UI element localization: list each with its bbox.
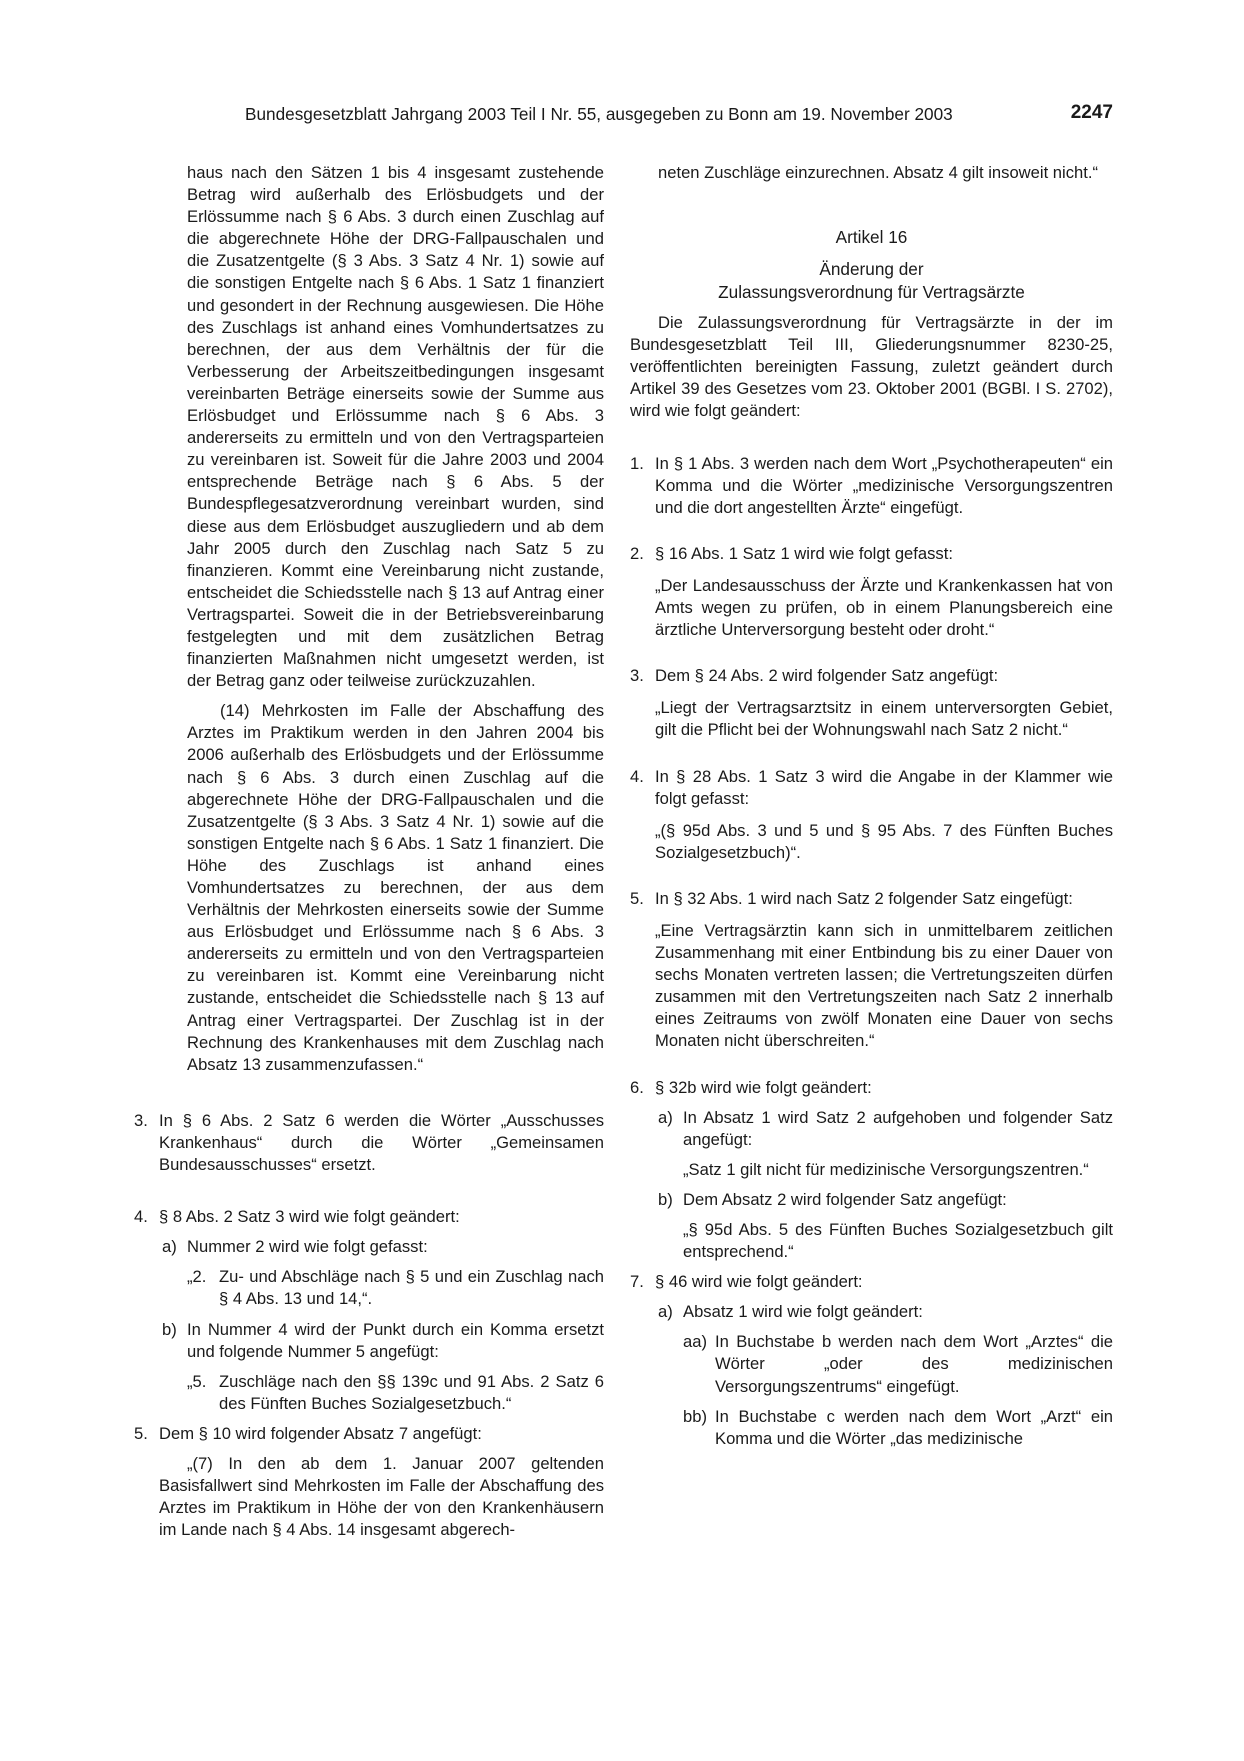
- list-item-5: [630, 888, 1113, 910]
- page-number: 2247: [1070, 102, 1113, 123]
- item-text: Dem Absatz 2 wird folgender Satz angefügt:: [683, 1189, 1007, 1209]
- item-text: In § 32 Abs. 1 wird nach Satz 2 folgender Satz eingefügt:: [655, 888, 1073, 908]
- item-letter: b): [658, 1189, 673, 1209]
- item-number: 6.: [630, 1077, 644, 1097]
- article-label: Artikel 16: [835, 227, 908, 248]
- list-item-3: [630, 665, 1113, 687]
- article-title-line-2: Zulassungsverordnung für Vertragsärzte: [718, 282, 1025, 303]
- quote-text: „Satz 1 gilt nicht für medizinische Versorgungszentren.“: [683, 1159, 1089, 1179]
- item-number: 5.: [134, 1423, 148, 1443]
- item-text: § 46 wird wie folgt geändert:: [655, 1272, 863, 1292]
- item-text: § 32b wird wie folgt geändert:: [655, 1077, 872, 1097]
- item-text: In § 28 Abs. 1 Satz 3 wird die Angabe in der Klammer wie folgt gefasst:: [655, 766, 1113, 808]
- item-number: 3.: [134, 1110, 148, 1130]
- item-text: In § 1 Abs. 3 werden nach dem Wort „Psychotherapeuten“ ein Komma und die Wörter „medizinische Versorgungszentren und die dort angestellten Ärzte“ eingefügt.: [655, 453, 1113, 517]
- list-item-6b: [630, 1189, 1113, 1211]
- list-item-7: [630, 1271, 1113, 1293]
- paragraph-14: (14) Mehrkosten im Falle der Abschaffung des Arztes im Praktikum werden in den Jahren 2004 bis 2006 außerhalb des Erlösbudgets und der Erlössumme nach § 6 Abs. 3 durch einen Zuschlag auf die abgerechnete Höhe der DRG-Fallpauschalen und die Zusatzentgelte (§ 3 Abs. 3 Satz 4 Nr. 1) sowie auf die sonstigen Entgelte nach § 6 Abs. 1 Satz 1 finanziert. Die Höhe des Zuschlags ist anhand eines Vomhundertsatzes zu berechnen, der aus dem Verhältnis der Mehrkosten einerseits sowie der Summe aus Erlösbudget und Erlössumme nach § 6 Abs. 3 andererseits zu ermitteln und von den Vertragsparteien zu vereinbaren ist. Kommt eine Vereinbarung nicht zustande, entscheidet die Schiedsstelle nach § 13 auf Antrag einer Vertragspartei. Der Zuschlag ist in der Rechnung des Krankenhauses mit dem Zuschlag nach Absatz 13 zusammenzufassen.“: [187, 701, 604, 1074]
- right-column: [630, 162, 1113, 1450]
- article-title-line-1: Änderung der: [819, 259, 924, 280]
- item-text: § 16 Abs. 1 Satz 1 wird wie folgt gefasst:: [655, 543, 953, 563]
- item-text: In Absatz 1 wird Satz 2 aufgehoben und folgender Satz angefügt:: [683, 1107, 1113, 1149]
- quote-text: „§ 95d Abs. 5 des Fünften Buches Sozialgesetzbuch gilt entsprechend.“: [683, 1220, 1113, 1262]
- article-intro: Die Zulassungsverordnung für Vertragsärzte in der im Bundesgesetzblatt Teil III, Gliederungsnummer 8230-25, veröffentlichten bereinigten Fassung, zuletzt geändert durch Artikel 39 des Gesetzes vom 23. Oktober 2001 (BGBl. I S. 2702), wird wie folgt geändert:: [630, 313, 1113, 421]
- list-item-4: [134, 1206, 604, 1228]
- list-item-5: [134, 1423, 604, 1445]
- item-letter: bb): [683, 1406, 707, 1426]
- quote-text: „Eine Vertragsärztin kann sich in unmittelbarem zeitlichen Zusammenhang mit einer Entbindung bis zu einer Dauer von sechs Monaten vertreten lassen; die Vertretungszeiten dürfen zusammen mit den Vertretungszeiten nach Satz 2 innerhalb eines Zeitraums von zwölf Monaten eine Dauer von sechs Monaten nicht überschreiten.“: [655, 920, 1113, 1051]
- item-text: In Nummer 4 wird der Punkt durch ein Komma ersetzt und folgende Nummer 5 angefügt:: [187, 1319, 604, 1361]
- item-letter: a): [658, 1302, 673, 1322]
- quote-text: „(§ 95d Abs. 3 und 5 und § 95 Abs. 7 des Fünften Buches Sozialgesetzbuch)“.: [655, 820, 1113, 862]
- item-text: In § 6 Abs. 2 Satz 6 werden die Wörter „Ausschusses Krankenhaus“ durch die Wörter „Gemeinsamen Bundesausschusses“ ersetzt.: [159, 1110, 604, 1175]
- quote-item-2: [134, 1266, 604, 1310]
- list-item-4: [630, 766, 1113, 810]
- list-item-1: [630, 453, 1113, 519]
- item-number: 2.: [630, 543, 644, 563]
- item-text: In Buchstabe b werden nach dem Wort „Arztes“ die Wörter „oder des medizinischen Versorgungszentrums“ eingefügt.: [715, 1332, 1113, 1396]
- item-number: 1.: [630, 453, 644, 473]
- item-number: 5.: [630, 888, 644, 908]
- list-item-3: [134, 1110, 604, 1176]
- item-letter: aa): [683, 1332, 707, 1352]
- quote-paragraph-7: „(7) In den ab dem 1. Januar 2007 geltenden Basisfallwert sind Mehrkosten im Falle der Abschaffung des Arztes im Praktikum in Höhe der von den Krankenhäusern im Lande nach § 4 Abs. 14 insgesamt abgerech-: [159, 1453, 604, 1540]
- item-letter: a): [162, 1237, 177, 1257]
- list-item-2: [630, 543, 1113, 565]
- continued-paragraph: haus nach den Sätzen 1 bis 4 insgesamt zustehende Betrag wird außerhalb des Erlösbudgets und der Erlössumme nach § 6 Abs. 3 durch einen Zuschlag auf die abgerechnete Höhe der DRG-Fallpauschalen und die Zusatzentgelte (§ 3 Abs. 3 Satz 4 Nr. 1) sowie auf die sonstigen Entgelte nach § 6 Abs. 1 Satz 1 finanziert und gesondert in der Rechnung ausgewiesen. Die Höhe des Zuschlags ist anhand eines Vomhundertsatzes zu berechnen, der aus dem Verhältnis der für die Verbesserung der Arbeitszeitbedingungen insgesamt vereinbarten Beträge einerseits sowie der Summe aus Erlösbudget und Erlössumme nach § 6 Abs. 3 andererseits zu ermitteln und von den Vertragsparteien zu vereinbaren ist. Soweit für die Jahre 2003 und 2004 entsprechende Beträge nach § 6 Abs. 5 der Bundespflegesatzverordnung vereinbart wurden, sind diese aus dem Erlösbudget auszugliedern und ab dem Jahr 2005 durch den Zuschlag nach Satz 5 zu finanzieren. Kommt eine Vereinbarung nicht zustande, entscheidet die Schiedsstelle nach § 13 auf Antrag einer Vertragspartei. Soweit die in der Betriebsvereinbarung festgelegten und mit dem zusätzlichen Betrag finanzierten Maßnahmen nicht umgesetzt werden, ist der Betrag ganz oder teilweise zurückzuzahlen.: [187, 163, 604, 691]
- continued-paragraph: neten Zuschläge einzurechnen. Absatz 4 gilt insoweit nicht.“: [658, 163, 1098, 182]
- item-number: 7.: [630, 1272, 644, 1292]
- item-text: In Buchstabe c werden nach dem Wort „Arzt“ ein Komma und die Wörter „das medizinische: [715, 1406, 1113, 1448]
- left-column: [134, 162, 604, 1541]
- item-number: 4.: [134, 1207, 148, 1227]
- list-item-7a: [630, 1301, 1113, 1323]
- running-title: Bundesgesetzblatt Jahrgang 2003 Teil I Nr. 55, ausgegeben zu Bonn am 19. November 2003: [245, 104, 953, 124]
- list-item-6a: [630, 1107, 1113, 1151]
- quote-text: „Der Landesausschuss der Ärzte und Krankenkassen hat von Amts wegen zu prüfen, ob in einem Planungsbereich eine ärztliche Unterversorgung besteht oder droht.“: [655, 575, 1113, 640]
- quote-text: Zuschläge nach den §§ 139c und 91 Abs. 2 Satz 6 des Fünften Buches Sozialgesetzbuch.“: [219, 1371, 604, 1413]
- item-text: § 8 Abs. 2 Satz 3 wird wie folgt geändert:: [159, 1207, 460, 1227]
- list-item-7aa: [630, 1331, 1113, 1397]
- item-text: Dem § 24 Abs. 2 wird folgender Satz angefügt:: [655, 666, 999, 686]
- list-item-7bb: [630, 1406, 1113, 1450]
- quote-number: „2.: [187, 1267, 207, 1287]
- quote-text: „Liegt der Vertragsarztsitz in einem unterversorgten Gebiet, gilt die Pflicht bei der Wohnungswahl nach Satz 2 nicht.“: [655, 698, 1113, 740]
- quote-text: Zu- und Abschläge nach § 5 und ein Zuschlag nach § 4 Abs. 13 und 14,“.: [219, 1267, 604, 1309]
- list-item-6: [630, 1077, 1113, 1099]
- item-number: 3.: [630, 666, 644, 686]
- quote-item-5: [134, 1371, 604, 1415]
- page-header: [245, 104, 1113, 130]
- list-item-4a: [134, 1236, 604, 1258]
- item-letter: b): [162, 1319, 177, 1339]
- item-text: Dem § 10 wird folgender Absatz 7 angefügt:: [159, 1423, 482, 1443]
- item-text: Absatz 1 wird wie folgt geändert:: [683, 1302, 923, 1322]
- item-text: Nummer 2 wird wie folgt gefasst:: [187, 1237, 428, 1257]
- quote-number: „5.: [187, 1371, 207, 1391]
- item-letter: a): [658, 1107, 673, 1127]
- item-number: 4.: [630, 766, 644, 786]
- list-item-4b: [134, 1319, 604, 1363]
